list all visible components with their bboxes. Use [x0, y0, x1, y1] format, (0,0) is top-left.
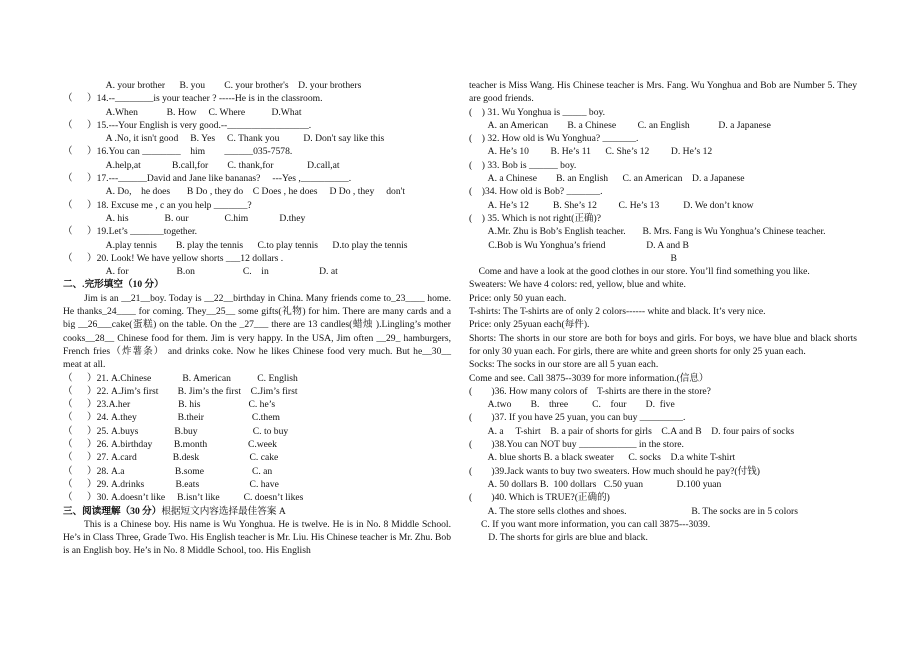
- question-line: （ ）16.You can ________ him ______035-7578.: [63, 146, 293, 158]
- cloze-question-line: （ ）30. A.doesn’t like B.isn’t like C. doesn’t likes: [63, 492, 304, 504]
- question-line: A. for B.on C. in D. at: [63, 266, 338, 278]
- question-line: ( )40. Which is TRUE?(正确的): [469, 492, 610, 504]
- question-line: A. blue shorts B. a black sweater C. socks D.a white T-shirt: [469, 452, 736, 464]
- left-column: [63, 79, 451, 558]
- passage-a-continued: teacher is Miss Wang. His Chinese teacher is Mrs. Fang. Wu Yonghua and Bob are Number 5. They are good friends.: [469, 80, 857, 105]
- question-line: （ ）14.--________is your teacher ? -----He is in the classroom.: [63, 93, 323, 105]
- question-line: ( )34. How old is Bob? _______.: [469, 186, 603, 198]
- question-line: A .No, it isn't good B. Yes C. Thank you D. Don't say like this: [63, 133, 385, 145]
- question-line: A. He’s 10 B. He’s 11 C. She’s 12 D. He’s 12: [469, 146, 713, 158]
- question-line: （ ）15.---Your English is very good.--_________________.: [63, 119, 312, 131]
- passage-a: This is a Chinese boy. His name is Wu Yonghua. He is twelve. He is in No. 8 Middle School. He’s in Class Three, Grade Two. His English teacher is Mr. Liu. His Chinese teacher is Mr. Zhu. Bob is an English boy. He’s in No. 8 Middle School, too. His English: [63, 518, 451, 557]
- cloze-question-line: （ ）21. A.Chinese B. American C. English: [63, 372, 298, 384]
- question-line: ( )38.You can NOT buy ____________ in the store.: [469, 439, 684, 451]
- question-line: A.play tennis B. play the tennis C.to play tennis D.to play the tennis: [63, 239, 408, 251]
- question-line: A. his B. our C.him D.they: [63, 212, 306, 224]
- right-column: [469, 79, 857, 544]
- cloze-questions: [63, 372, 451, 505]
- question-line: D. The shorts for girls are blue and black.: [469, 532, 648, 544]
- passage-line: Come and see. Call 3875--3039 for more information.(信息）: [469, 372, 709, 384]
- question-line: C.Bob is Wu Yonghua’s friend D. A and B: [469, 239, 689, 251]
- cloze-question-line: （ ）27. A.card B.desk C. cake: [63, 452, 279, 464]
- cloze-question-line: （ ）22. A.Jim’s first B. Jim’s the first C.Jim’s first: [63, 385, 298, 397]
- section2-heading: 二、.完形填空（10 分）: [63, 279, 164, 291]
- passage-line: Socks: The socks in our store are all 5 yuan each.: [469, 359, 659, 371]
- question-line: ( )39.Jack wants to buy two sweaters. How much should he pay?(付钱): [469, 465, 760, 477]
- passage-b-intro: [469, 265, 857, 331]
- passage-line: Come and have a look at the good clothes in our store. You’ll find something you like.: [469, 266, 810, 278]
- question-line: ( )37. If you have 25 yuan, you can buy _________.: [469, 412, 686, 424]
- cloze-question-line: （ ）25. A.buys B.buy C. to buy: [63, 425, 289, 437]
- question-line: A. a Chinese B. an English C. an American D. a Japanese: [469, 173, 745, 185]
- question-line: B: [469, 252, 677, 264]
- passage-line: Price: only 25yuan each(每件).: [469, 319, 590, 331]
- question-line: A. He’s 12 B. She’s 12 C. He’s 13 D. We don’t know: [469, 199, 754, 211]
- question-line: （ ）18. Excuse me , c an you help _______?: [63, 199, 252, 211]
- grammar-questions-14-20: [63, 79, 451, 278]
- question-line: ( )36. How many colors of T-shirts are there in the store?: [469, 385, 711, 397]
- question-line: A.When B. How C. Where D.What: [63, 106, 302, 118]
- question-line: （ ）19.Let’s _______together.: [63, 226, 198, 238]
- question-line: A.two B. three C. four D. five: [469, 399, 675, 411]
- passage-line: Sweaters: We have 4 colors: red, yellow, blue and white.: [469, 279, 686, 291]
- passage-line: T-shirts: The T-shirts are of only 2 colors------ white and black. It’s very nice.: [469, 306, 766, 318]
- question-line: （ ）20. Look! We have yellow shorts ___12 dollars .: [63, 252, 284, 264]
- passage-b-shorts: Shorts: The shorts in our store are both for boys and girls. For boys, we have blue and black shorts for only 30 yuan each. For girls, there are white and green shorts for only 25 yuan each.: [469, 332, 857, 357]
- question-line: A. an American B. a Chinese C. an English D. a Japanese: [469, 119, 771, 131]
- cloze-question-line: （ ）23.A.her B. his C. he’s: [63, 399, 276, 411]
- question-line: A. Do, he does B Do , they do C Does , he does D Do , they don't: [63, 186, 406, 198]
- reading-questions-36-40: [469, 385, 857, 545]
- cloze-question-line: （ ）24. A.they B.their C.them: [63, 412, 280, 424]
- passage-b-tail: [469, 358, 857, 385]
- question-line: A. The store sells clothes and shoes. B. The socks are in 5 colors: [469, 505, 798, 517]
- section3-heading: 三、阅读理解（30 分）根据短文内容选择最佳答案 A: [63, 505, 286, 517]
- question-line: ( ) 31. Wu Yonghua is _____ boy.: [469, 106, 606, 118]
- question-line: ( ) 33. Bob is ______ boy.: [469, 159, 577, 171]
- passage-line: Price: only 50 yuan each.: [469, 292, 567, 304]
- question-line: A. your brother B. you C. your brother's D. your brothers: [63, 80, 362, 91]
- reading-questions-31-35: [469, 106, 857, 266]
- section3-instruction: 根据短文内容选择最佳答案 A: [161, 505, 286, 517]
- question-line: ( ) 35. Which is not right(正确)?: [469, 212, 601, 224]
- question-line: ( ) 32. How old is Wu Yonghua? _______.: [469, 133, 639, 145]
- question-line: A. 50 dollars B. 100 dollars C.50 yuan D.100 yuan: [469, 478, 722, 490]
- question-line: （ ）17.---______David and Jane like bananas? ---Yes ,__________.: [63, 173, 352, 185]
- cloze-question-line: （ ）26. A.birthday B.month C.week: [63, 439, 277, 451]
- cloze-question-line: （ ）28. A.a B.some C. an: [63, 465, 273, 477]
- cloze-question-line: （ ）29. A.drinks B.eats C. have: [63, 478, 279, 490]
- question-line: A.help,at B.call,for C. thank,for D.call,at: [63, 159, 340, 171]
- question-line: A.Mr. Zhu is Bob’s English teacher. B. Mrs. Fang is Wu Yonghua’s Chinese teacher.: [469, 226, 826, 238]
- section2-passage: Jim is an __21__boy. Today is __22__birthday in China. Many friends come to_23____ home. He thanks_24____ for coming. They__25__ some gifts(礼物) for him. There are many cards and a big __26___cake(蛋糕) on the table. On the _27___ there are 13 candles(蜡烛 ).Lingling’s mother cooks__28__ Chinese food for them. Jim is very happy. In the USA, Jim often __29_ hamburgers, French fries（炸薯条） and drinks coke. Now he likes Chinese food very much. But he__30__ meat at all.: [63, 292, 451, 371]
- question-line: C. If you want more information, you can call 3875---3039.: [469, 518, 711, 530]
- question-line: A. a T-shirt B. a pair of shorts for girls C.A and B D. four pairs of socks: [469, 425, 795, 437]
